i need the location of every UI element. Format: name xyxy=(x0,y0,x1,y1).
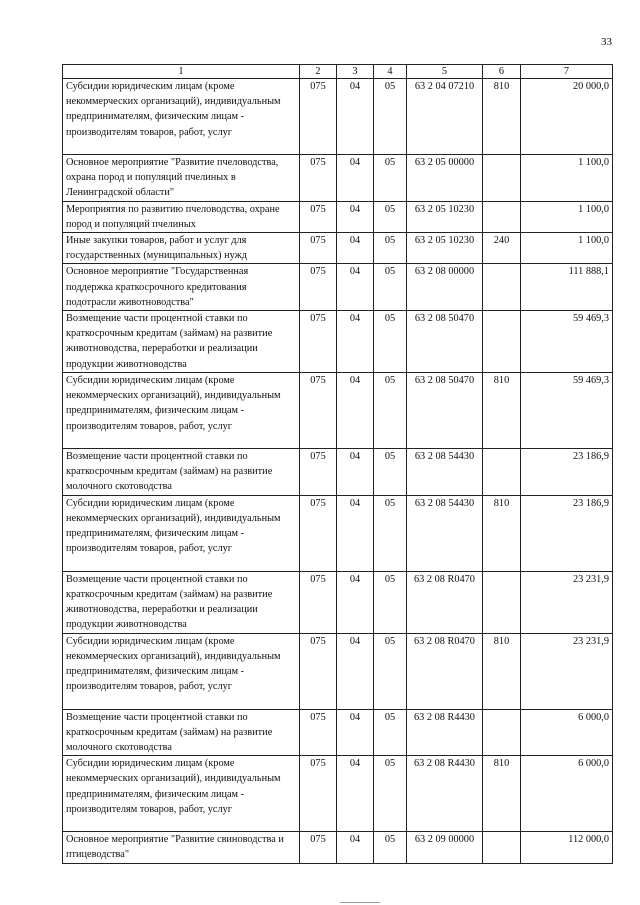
row-name-cell: Мероприятия по развитию пчеловодства, охране пород и популяций пчелиных xyxy=(63,201,300,232)
row-ministry-code: 075 xyxy=(300,709,337,756)
row-name-cell: Субсидии юридическим лицам (кроме некоммерческих организаций), индивидуальным предпринимателям, физическим лицам - производителям товаров, работ, услуг xyxy=(63,633,300,709)
header-col-5: 5 xyxy=(407,65,483,79)
row-expense-type xyxy=(483,571,521,633)
row-ministry-code: 075 xyxy=(300,832,337,863)
row-amount: 112 000,0 xyxy=(521,832,613,863)
row-amount: 23 231,9 xyxy=(521,571,613,633)
table-row xyxy=(63,373,613,449)
row-subsection-code: 05 xyxy=(374,495,407,571)
row-target-article: 63 2 08 R0470 xyxy=(407,571,483,633)
row-expense-type: 810 xyxy=(483,633,521,709)
row-expense-type: 810 xyxy=(483,495,521,571)
row-section-code: 04 xyxy=(337,571,374,633)
row-subsection-code: 05 xyxy=(374,832,407,863)
row-subsection-code: 05 xyxy=(374,449,407,496)
row-amount: 6 000,0 xyxy=(521,709,613,756)
row-section-code: 04 xyxy=(337,201,374,232)
row-target-article: 63 2 05 00000 xyxy=(407,155,483,202)
row-amount: 59 469,3 xyxy=(521,373,613,449)
table-row xyxy=(63,756,613,832)
row-amount: 20 000,0 xyxy=(521,79,613,155)
row-expense-type xyxy=(483,449,521,496)
row-amount: 59 469,3 xyxy=(521,311,613,373)
row-target-article: 63 2 08 50470 xyxy=(407,311,483,373)
row-subsection-code: 05 xyxy=(374,373,407,449)
table-row xyxy=(63,233,613,264)
budget-table xyxy=(62,64,613,864)
row-expense-type xyxy=(483,201,521,232)
row-target-article: 63 2 08 R0470 xyxy=(407,633,483,709)
row-name-cell: Возмещение части процентной ставки по краткосрочным кредитам (займам) на развитие молочного скотоводства xyxy=(63,449,300,496)
row-expense-type: 240 xyxy=(483,233,521,264)
row-subsection-code: 05 xyxy=(374,79,407,155)
row-target-article: 63 2 08 50470 xyxy=(407,373,483,449)
row-target-article: 63 2 08 R4430 xyxy=(407,709,483,756)
row-target-article: 63 2 05 10230 xyxy=(407,233,483,264)
row-name-cell: Субсидии юридическим лицам (кроме некоммерческих организаций), индивидуальным предпринимателям, физическим лицам - производителям товаров, работ, услуг xyxy=(63,756,300,832)
row-subsection-code: 05 xyxy=(374,756,407,832)
row-section-code: 04 xyxy=(337,79,374,155)
row-subsection-code: 05 xyxy=(374,201,407,232)
row-ministry-code: 075 xyxy=(300,201,337,232)
row-ministry-code: 075 xyxy=(300,571,337,633)
table-row xyxy=(63,201,613,232)
row-ministry-code: 075 xyxy=(300,373,337,449)
row-ministry-code: 075 xyxy=(300,79,337,155)
table-row xyxy=(63,79,613,155)
row-ministry-code: 075 xyxy=(300,449,337,496)
row-amount: 1 100,0 xyxy=(521,233,613,264)
row-expense-type xyxy=(483,832,521,863)
row-section-code: 04 xyxy=(337,155,374,202)
row-target-article: 63 2 09 00000 xyxy=(407,832,483,863)
row-name-cell: Основное мероприятие "Развитие свиноводства и птицеводства" xyxy=(63,832,300,863)
row-ministry-code: 075 xyxy=(300,155,337,202)
row-section-code: 04 xyxy=(337,233,374,264)
row-target-article: 63 2 08 R4430 xyxy=(407,756,483,832)
header-col-6: 6 xyxy=(483,65,521,79)
row-amount: 1 100,0 xyxy=(521,201,613,232)
row-subsection-code: 05 xyxy=(374,709,407,756)
row-ministry-code: 075 xyxy=(300,311,337,373)
scan-mark xyxy=(340,902,380,903)
table-row xyxy=(63,709,613,756)
row-target-article: 63 2 04 07210 xyxy=(407,79,483,155)
row-ministry-code: 075 xyxy=(300,495,337,571)
row-subsection-code: 05 xyxy=(374,571,407,633)
table-row xyxy=(63,449,613,496)
table-row xyxy=(63,495,613,571)
row-target-article: 63 2 08 54430 xyxy=(407,495,483,571)
row-amount: 111 888,1 xyxy=(521,264,613,311)
row-expense-type xyxy=(483,311,521,373)
row-name-cell: Субсидии юридическим лицам (кроме некоммерческих организаций), индивидуальным предпринимателям, физическим лицам - производителям товаров, работ, услуг xyxy=(63,373,300,449)
row-subsection-code: 05 xyxy=(374,311,407,373)
header-row xyxy=(63,65,613,79)
row-expense-type: 810 xyxy=(483,756,521,832)
table-row xyxy=(63,311,613,373)
row-section-code: 04 xyxy=(337,449,374,496)
row-subsection-code: 05 xyxy=(374,264,407,311)
row-name-cell: Основное мероприятие "Государственная поддержка краткосрочного кредитования подотрасли животноводства" xyxy=(63,264,300,311)
row-ministry-code: 075 xyxy=(300,756,337,832)
row-target-article: 63 2 08 00000 xyxy=(407,264,483,311)
row-section-code: 04 xyxy=(337,832,374,863)
row-ministry-code: 075 xyxy=(300,264,337,311)
row-subsection-code: 05 xyxy=(374,633,407,709)
row-section-code: 04 xyxy=(337,756,374,832)
row-name-cell: Возмещение части процентной ставки по краткосрочным кредитам (займам) на развитие молочного скотоводства xyxy=(63,709,300,756)
row-section-code: 04 xyxy=(337,264,374,311)
row-ministry-code: 075 xyxy=(300,633,337,709)
header-col-2: 2 xyxy=(300,65,337,79)
row-name-cell: Основное мероприятие "Развитие пчеловодства, охрана пород и популяций пчелиных в Ленинградской области" xyxy=(63,155,300,202)
row-expense-type xyxy=(483,709,521,756)
table-row xyxy=(63,155,613,202)
row-amount: 1 100,0 xyxy=(521,155,613,202)
row-expense-type xyxy=(483,155,521,202)
table-row xyxy=(63,571,613,633)
row-subsection-code: 05 xyxy=(374,233,407,264)
row-name-cell: Возмещение части процентной ставки по краткосрочным кредитам (займам) на развитие животноводства, переработки и реализации продукции животноводства xyxy=(63,571,300,633)
row-section-code: 04 xyxy=(337,633,374,709)
row-section-code: 04 xyxy=(337,495,374,571)
header-col-4: 4 xyxy=(374,65,407,79)
row-name-cell: Субсидии юридическим лицам (кроме некоммерческих организаций), индивидуальным предпринимателям, физическим лицам - производителям товаров, работ, услуг xyxy=(63,495,300,571)
header-col-1: 1 xyxy=(63,65,300,79)
row-subsection-code: 05 xyxy=(374,155,407,202)
row-name-cell: Возмещение части процентной ставки по краткосрочным кредитам (займам) на развитие животноводства, переработки и реализации продукции животноводства xyxy=(63,311,300,373)
page-number: 33 xyxy=(601,36,612,48)
row-name-cell: Субсидии юридическим лицам (кроме некоммерческих организаций), индивидуальным предпринимателям, физическим лицам - производителям товаров, работ, услуг xyxy=(63,79,300,155)
table-row xyxy=(63,633,613,709)
table-row xyxy=(63,832,613,863)
row-amount: 23 186,9 xyxy=(521,495,613,571)
header-col-7: 7 xyxy=(521,65,613,79)
row-expense-type: 810 xyxy=(483,373,521,449)
header-col-3: 3 xyxy=(337,65,374,79)
row-section-code: 04 xyxy=(337,373,374,449)
row-amount: 23 231,9 xyxy=(521,633,613,709)
table-row xyxy=(63,264,613,311)
row-name-cell: Иные закупки товаров, работ и услуг для государственных (муниципальных) нужд xyxy=(63,233,300,264)
row-ministry-code: 075 xyxy=(300,233,337,264)
row-section-code: 04 xyxy=(337,311,374,373)
row-target-article: 63 2 08 54430 xyxy=(407,449,483,496)
row-section-code: 04 xyxy=(337,709,374,756)
row-expense-type: 810 xyxy=(483,79,521,155)
row-amount: 6 000,0 xyxy=(521,756,613,832)
row-target-article: 63 2 05 10230 xyxy=(407,201,483,232)
row-expense-type xyxy=(483,264,521,311)
row-amount: 23 186,9 xyxy=(521,449,613,496)
